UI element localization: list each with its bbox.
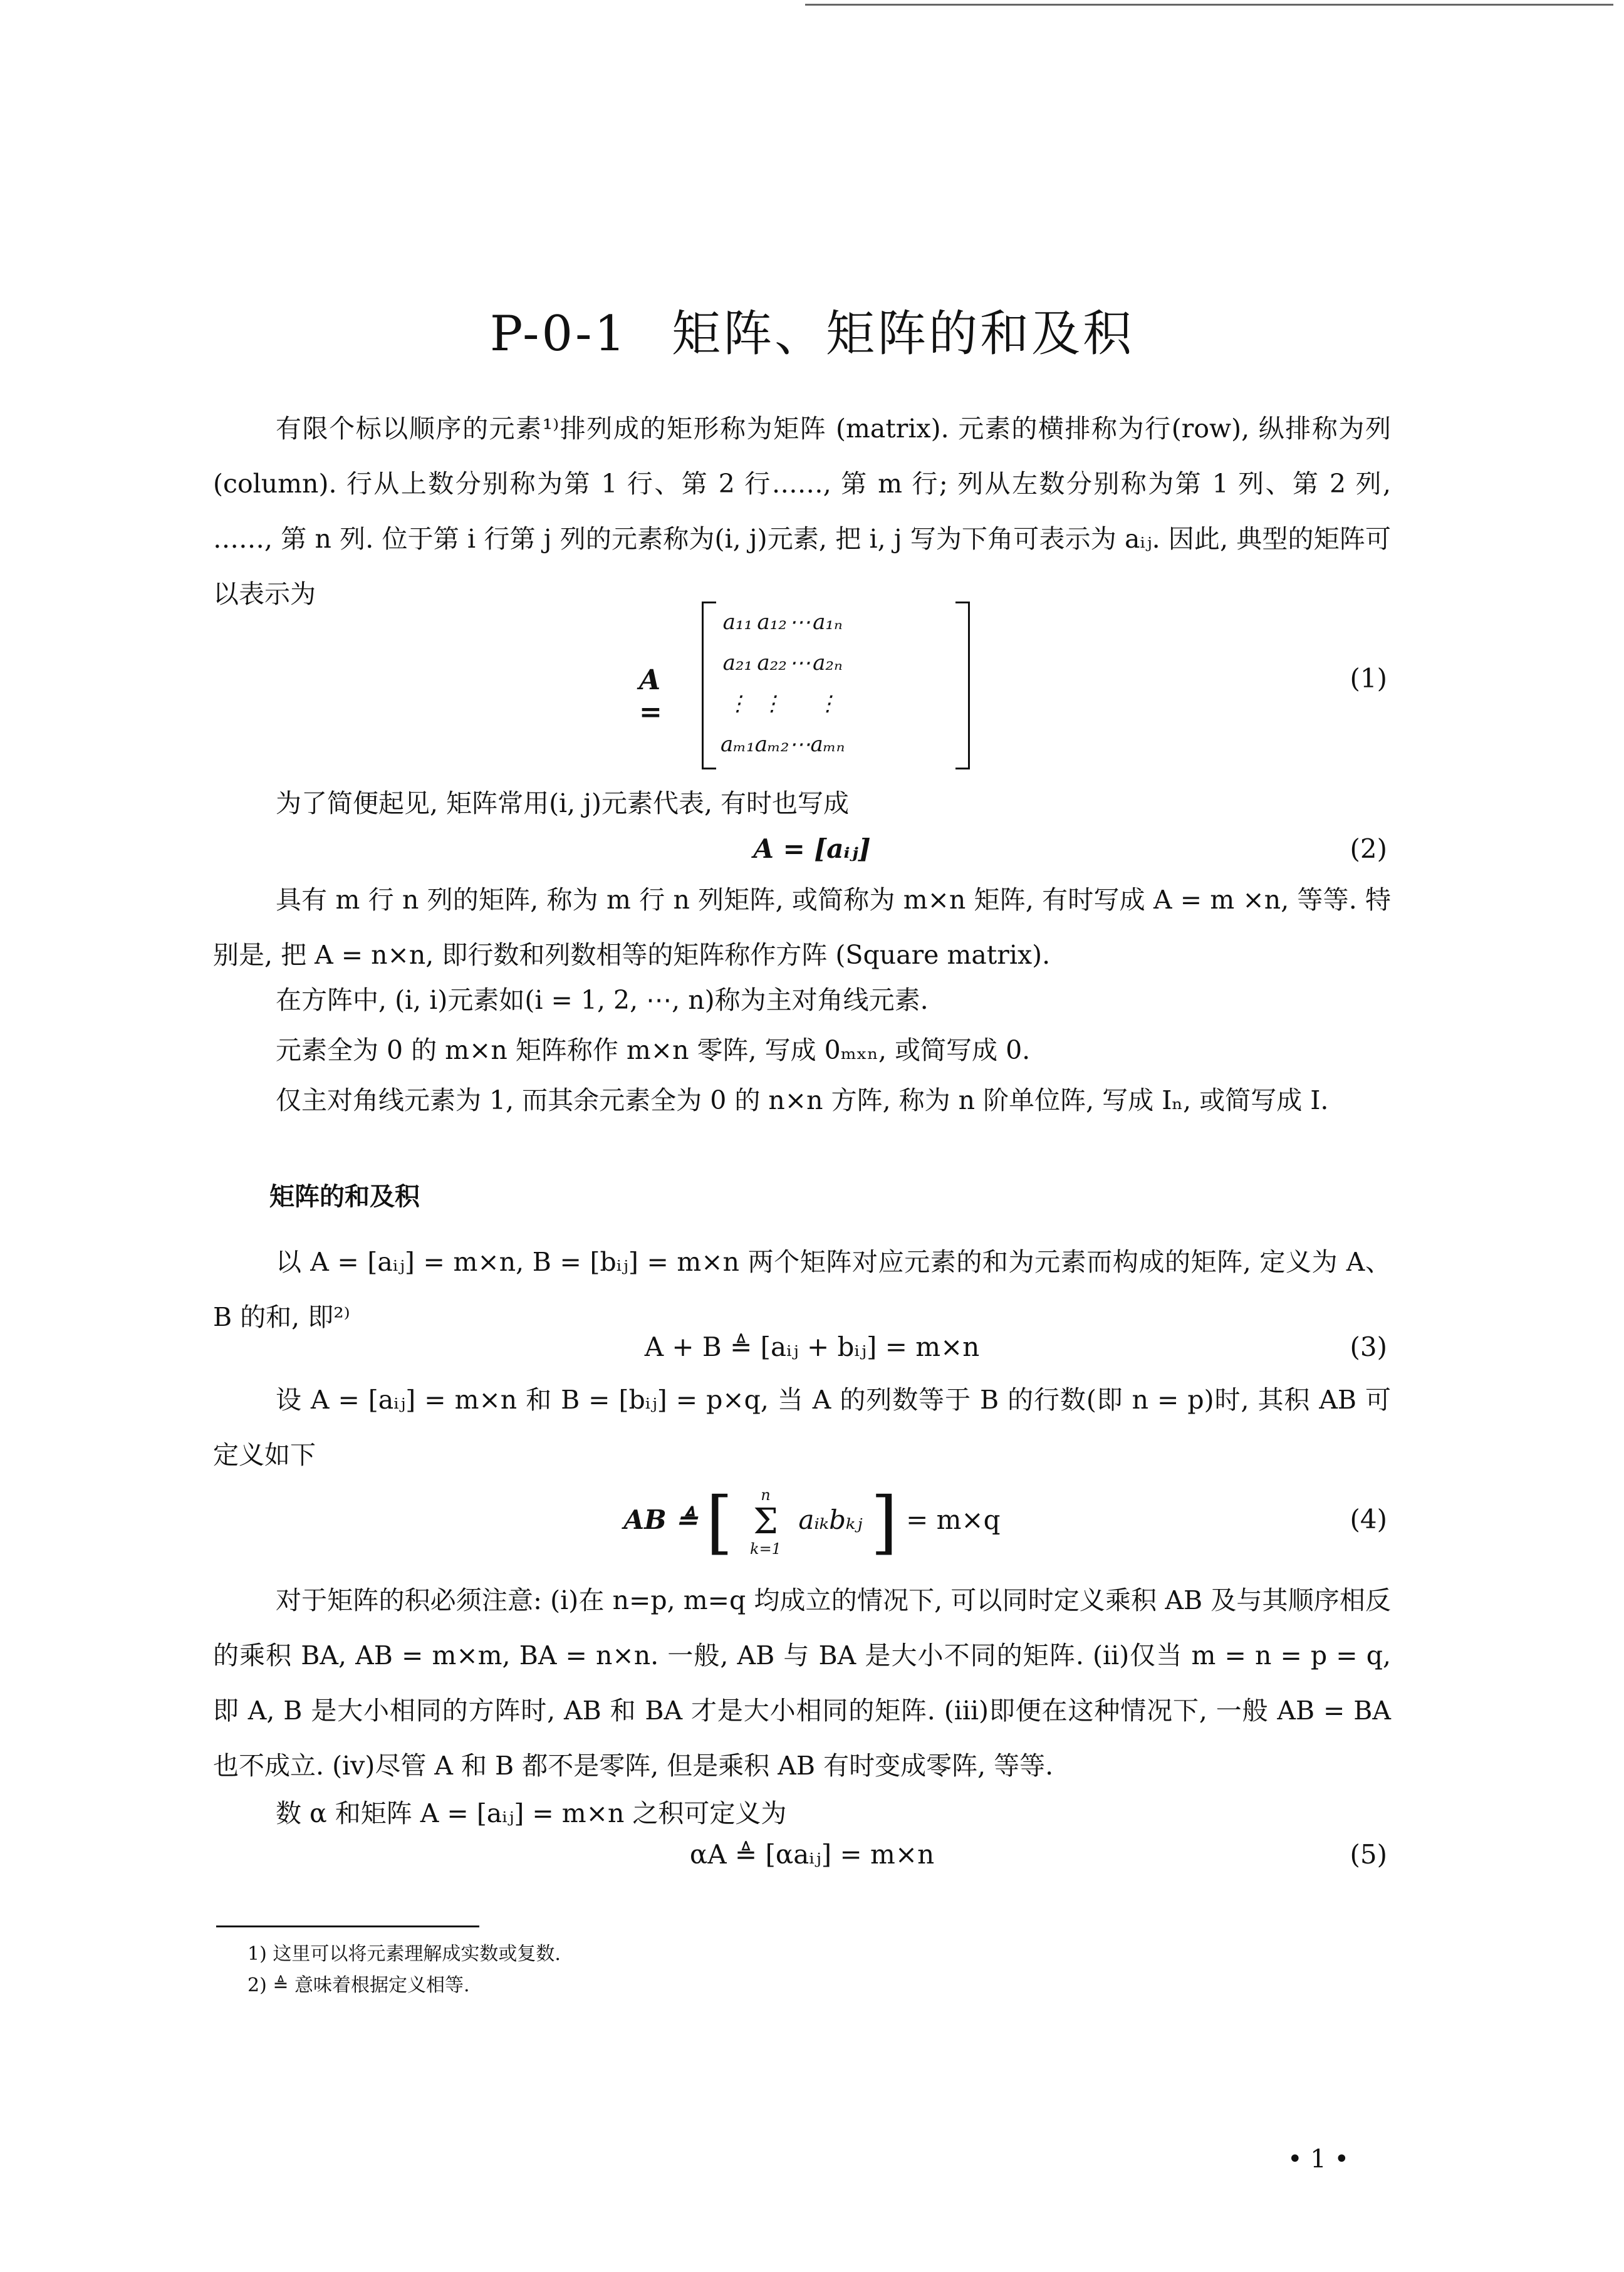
matrix-row: [721, 642, 845, 683]
paragraph-product: 设 A = [aᵢⱼ] = m×n 和 B = [bᵢⱼ] = p×q, 当 A 的列数等于 B 的行数(即 n = p)时, 其积 AB 可定义如下: [213, 1385, 1391, 1470]
matrix-row: [721, 724, 845, 764]
matrix-cell: a₁₂: [757, 609, 787, 635]
title-code: P-0-1: [489, 306, 628, 362]
paragraph-product-notes: 对于矩阵的积必须注意: (i)在 n=p, m=q 均成立的情况下, 可以同时定义乘积 AB 及与其顺序相反的乘积 BA, AB = m×m, BA = n×n. 一般, AB 与 BA 是大小不同的矩阵. (ii)仅当 m = n = p = q, 即 A, B 是大小相同的方阵时, AB 和 BA 才是大小相同的矩阵. (iii)即便在这种情况下, 一般 AB = BA 也不成立. (iv)尽管 A 和 B 都不是零阵, 但是乘积 AB 有时变成零阵, 等等.: [213, 1585, 1391, 1781]
matrix-cell: a₂ₙ: [813, 650, 843, 675]
matrix-cell: a₁₁: [722, 609, 753, 635]
paragraph-diagonal: 在方阵中, (i, i)元素如(i = 1, 2, ⋯, n)称为主对角线元素.: [276, 985, 929, 1015]
footnote-rule: [216, 1925, 479, 1927]
matrix-row: [721, 602, 845, 642]
paragraph-square: 具有 m 行 n 列的矩阵, 称为 m 行 n 列矩阵, 或简称为 m×n 矩阵, 有时写成 A = m ×n, 等等. 特别是, 把 A = n×n, 即行数和列数相等的矩阵称作方阵 (Square matrix).: [213, 885, 1391, 970]
eq1-number: (1): [1350, 663, 1387, 694]
matrix-cell: ⋯: [789, 731, 811, 757]
page-title: [0, 294, 1624, 365]
title-text: 矩阵、矩阵的和及积: [672, 306, 1135, 362]
paragraph-sum: 以 A = [aᵢⱼ] = m×n, B = [bᵢⱼ] = m×n 两个矩阵对应元素的和为元素而构成的矩阵, 定义为 A、B 的和, 即²⁾: [213, 1247, 1391, 1332]
paragraph-scalar: 数 α 和矩阵 A = [aᵢⱼ] = m×n 之积可定义为: [276, 1798, 787, 1828]
eq4-bracket-open: [: [705, 1482, 733, 1562]
left-bracket: [702, 602, 716, 769]
sum-lower-limit: k=1: [750, 1540, 781, 1558]
paragraph-zero: 元素全为 0 的 m×n 矩阵称作 m×n 零阵, 写成 0ₘₓₙ, 或简写成 0.: [276, 1035, 1031, 1065]
matrix-cell: ⋮: [816, 690, 838, 716]
matrix-row: [721, 683, 845, 724]
eq4-summand: aᵢₖbₖⱼ: [798, 1504, 863, 1535]
eq4-lhs: AB ≜: [623, 1504, 698, 1535]
sigma-symbol: Σ: [753, 1501, 778, 1542]
eq5-number: (5): [1350, 1839, 1387, 1870]
paragraph-identity: 仅主对角线元素为 1, 而其余元素全为 0 的 n×n 方阵, 称为 n 阶单位阵, 写成 Iₙ, 或简写成 I.: [276, 1085, 1329, 1115]
footnote-2: 2) ≜ 意味着根据定义相等.: [247, 1974, 470, 1996]
paragraph-shorthand: 为了简便起见, 矩阵常用(i, j)元素代表, 有时也写成: [276, 788, 850, 818]
equation-2: A = [aᵢⱼ]: [753, 833, 871, 864]
matrix-cell: aₘ₂: [754, 731, 789, 757]
section-heading: 矩阵的和及积: [269, 1182, 420, 1211]
matrix-cell: a₁ₙ: [813, 609, 843, 635]
equation-5: αA ≜ [αaᵢⱼ] = m×n: [689, 1839, 935, 1870]
page-number: • 1 •: [1288, 2145, 1350, 2174]
matrix-cell: ⋯: [789, 609, 811, 635]
top-rule: [805, 4, 1613, 6]
paragraph-intro: 有限个标以顺序的元素¹⁾排列成的矩形称为矩阵 (matrix). 元素的横排称为行(row), 纵排称为列(column). 行从上数分别称为第 1 行、第 2 行……, 第 m 行; 列从左数分别称为第 1 列、第 2 列, ……, 第 n 列. 位于第 i 行第 j 列的元素称为(i, j)元素, 把 i, j 写为下角可表示为 aᵢⱼ. 因此, 典型的矩阵可以表示为: [213, 414, 1391, 609]
right-bracket: [955, 602, 970, 769]
matrix-table: [721, 602, 845, 764]
matrix-cell: a₂₂: [757, 650, 787, 675]
matrix-cell: ⋮: [761, 690, 783, 716]
matrix-cell: [789, 683, 811, 724]
matrix-cell: ⋯: [789, 650, 811, 675]
eq4-rhs: = m×q: [906, 1504, 1001, 1535]
sum-upper-limit: n: [761, 1486, 771, 1504]
matrix-cell: a₂₁: [722, 650, 753, 675]
eq1-lhs: A =: [639, 664, 662, 728]
matrix-cell: aₘ₁: [721, 731, 755, 757]
eq3-number: (3): [1350, 1331, 1387, 1362]
equation-3: A + B ≜ [aᵢⱼ + bᵢⱼ] = m×n: [644, 1331, 980, 1362]
summation: [750, 1485, 781, 1559]
eq2-number: (2): [1350, 833, 1387, 864]
eq4-number: (4): [1350, 1504, 1387, 1535]
matrix-cell: aₘₙ: [810, 731, 845, 757]
matrix-cell: ⋮: [727, 690, 749, 716]
eq4-bracket-close: ]: [870, 1482, 898, 1562]
footnote-1: 1) 这里可以将元素理解成实数或复数.: [247, 1943, 561, 1965]
